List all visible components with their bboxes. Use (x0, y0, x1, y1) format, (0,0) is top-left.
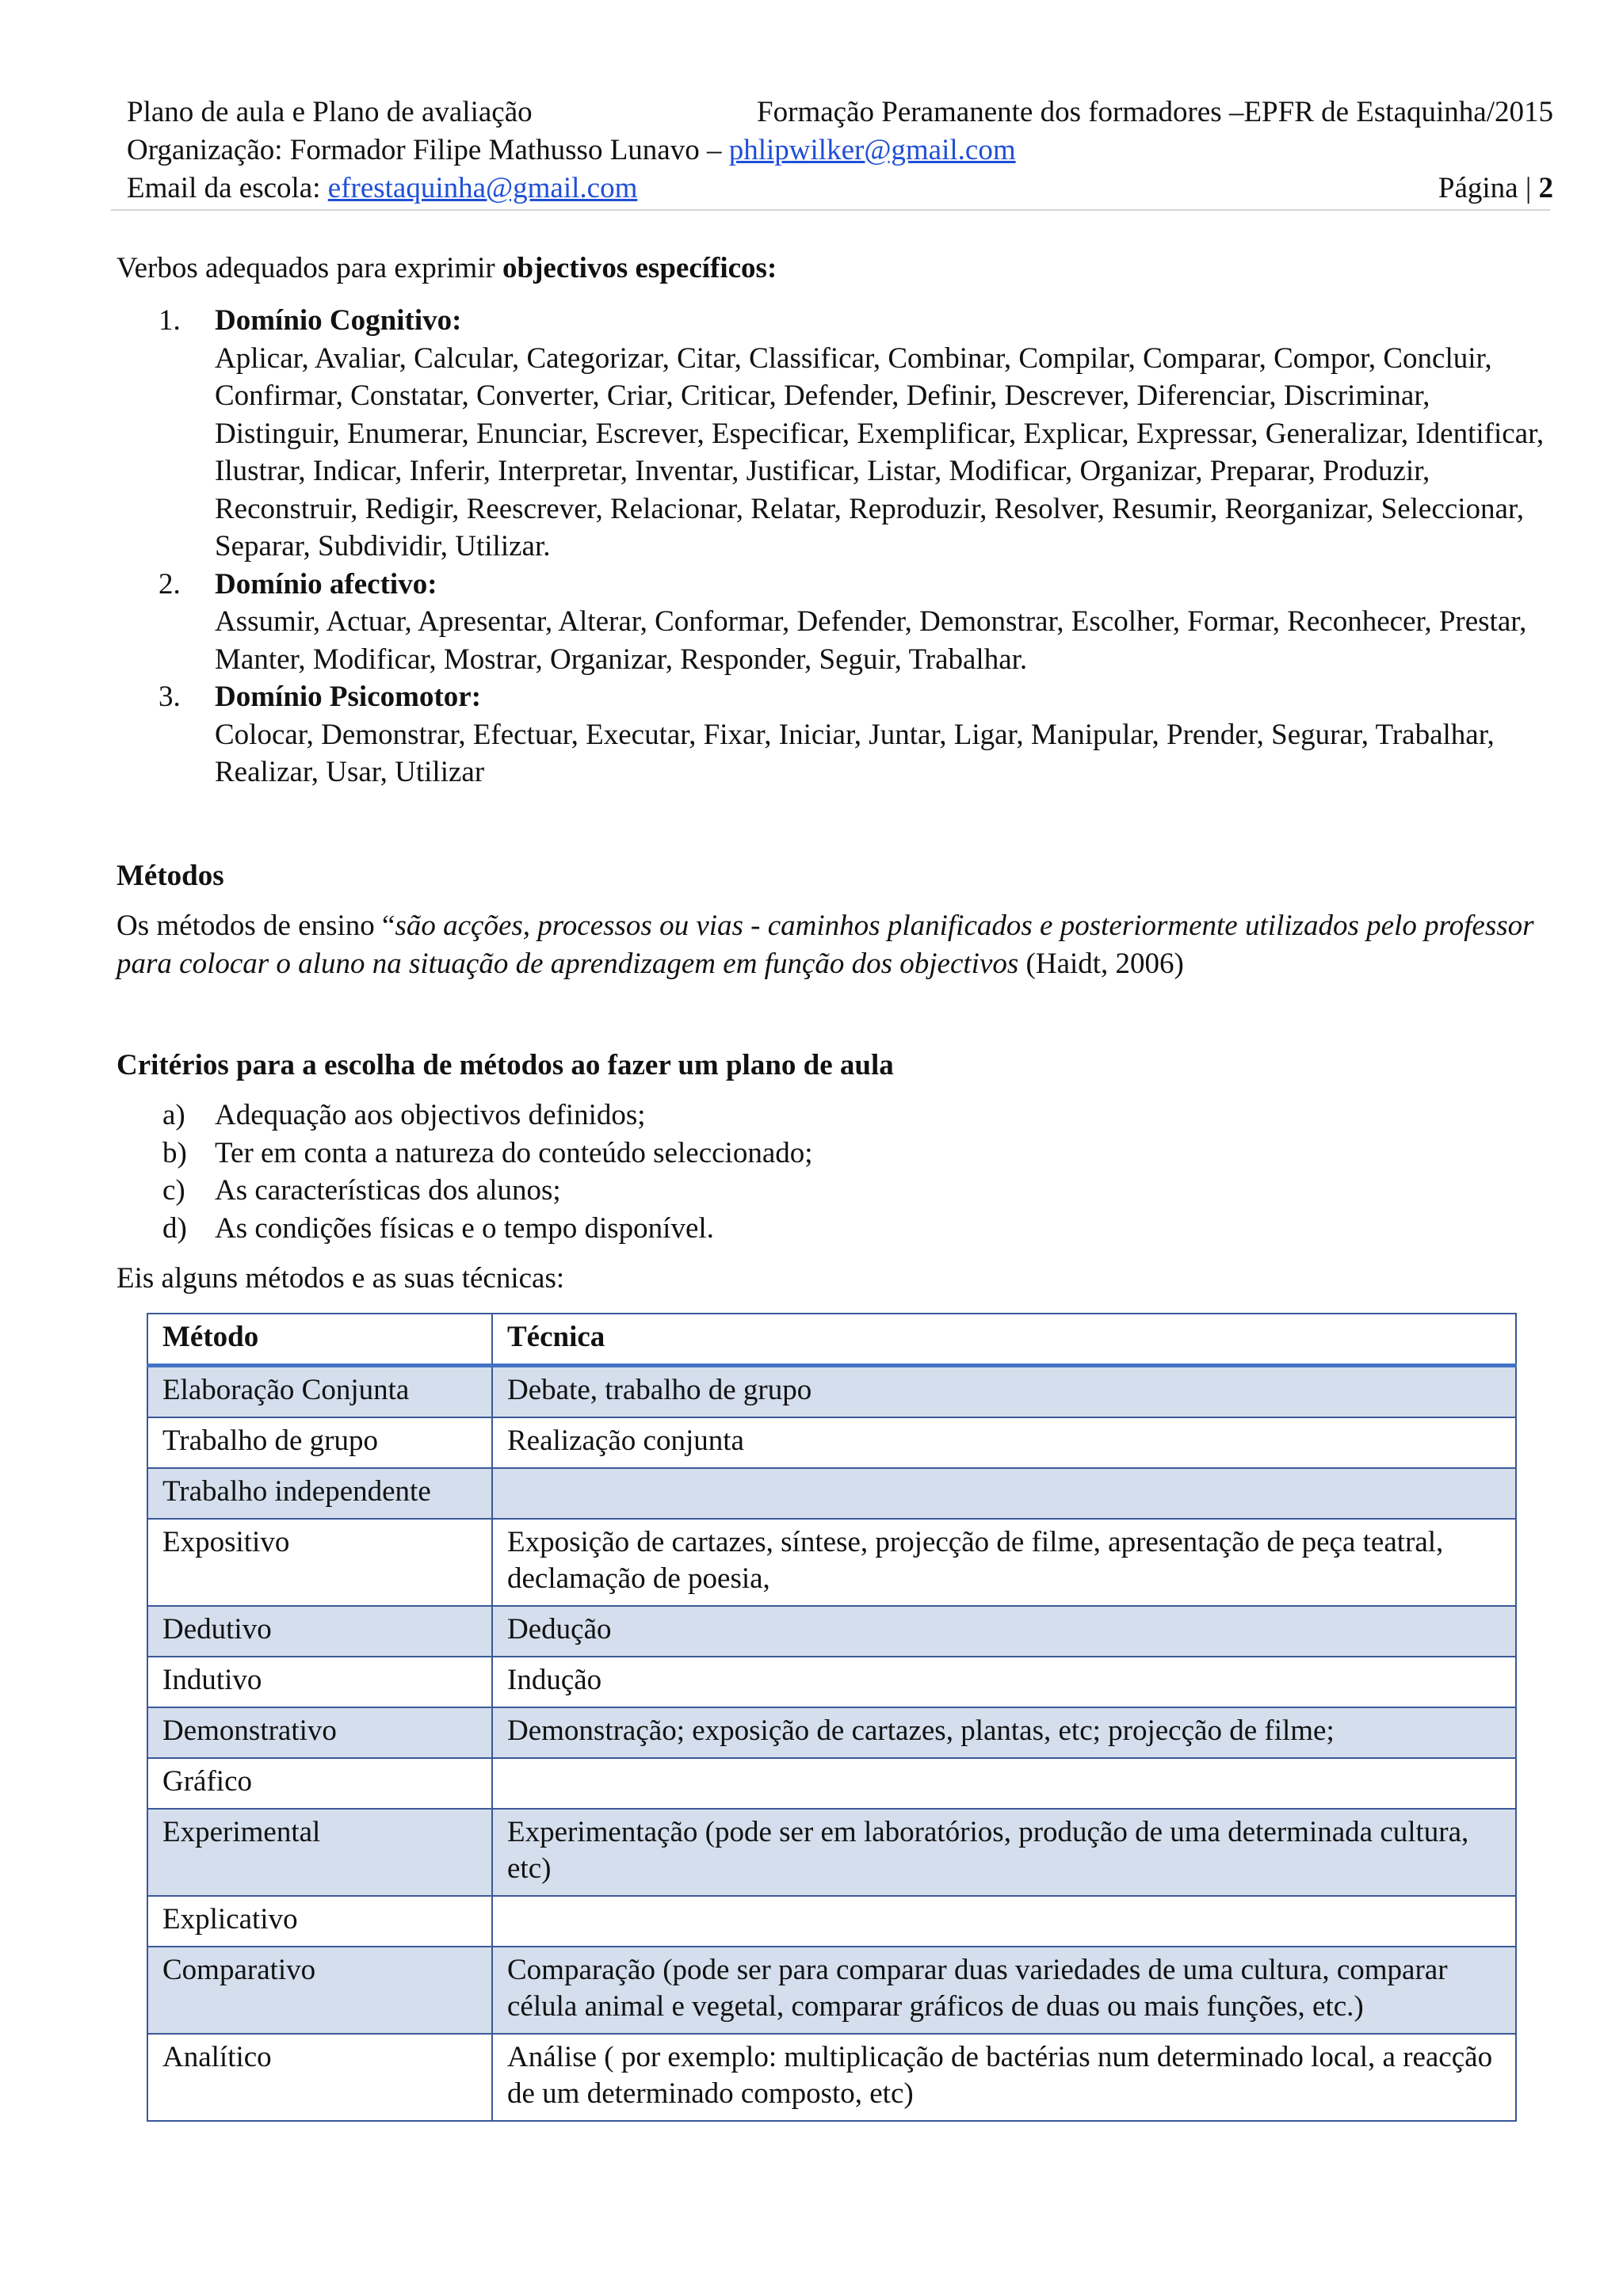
table-row (147, 2034, 1516, 2121)
metodo-cell: Elaboração Conjunta (147, 1366, 492, 1418)
metodo-cell: Gráfico (147, 1758, 492, 1809)
table-row (147, 1519, 1516, 1606)
domain-list (158, 302, 1553, 791)
tecnica-cell: Dedução (492, 1606, 1516, 1657)
page-header (127, 93, 1553, 208)
tecnica-cell: Exposição de cartazes, síntese, projecção de filme, apresentação de peça teatral, declamação de poesia, (492, 1519, 1516, 1606)
methods-table (147, 1313, 1517, 2122)
metodo-cell: Analítico (147, 2034, 492, 2121)
list-item (162, 1097, 813, 1135)
tecnica-cell (492, 1758, 1516, 1809)
domain-item-psicomotor (158, 678, 1553, 791)
header-line-3 (127, 170, 1553, 208)
metodo-cell: Trabalho de grupo (147, 1417, 492, 1468)
domain-title: Domínio Psicomotor: (215, 681, 482, 713)
verbs-intro-text: Verbos adequados para exprimir (116, 252, 502, 284)
table-header-row (147, 1314, 1516, 1366)
domain-verbs: Colocar, Demonstrar, Efectuar, Executar, Fixar, Iniciar, Juntar, Ligar, Manipular, Prender, Segurar, Trabalhar, Realizar, Usar, Utilizar (215, 718, 1495, 788)
metodo-cell: Indutivo (147, 1657, 492, 1707)
list-letter: b) (162, 1136, 187, 1169)
metodo-cell: Dedutivo (147, 1606, 492, 1657)
header-line-2 (127, 132, 1553, 170)
metodos-text-start: Os métodos de ensino “ (116, 910, 395, 942)
metodo-cell: Comparativo (147, 1947, 492, 2034)
column-header-tecnica: Técnica (492, 1314, 1516, 1366)
list-item (162, 1210, 813, 1248)
tecnica-cell: Indução (492, 1657, 1516, 1707)
list-letter: d) (162, 1211, 187, 1245)
metodo-cell: Expositivo (147, 1519, 492, 1606)
table-row (147, 1657, 1516, 1707)
table-intro (116, 1260, 1551, 1298)
header-divider (111, 209, 1550, 211)
metodo-cell: Demonstrativo (147, 1707, 492, 1758)
verbs-intro (116, 250, 1551, 288)
domain-title: Domínio Cognitivo: (215, 304, 462, 337)
page-label: Página | (1438, 172, 1539, 204)
table-row (147, 1417, 1516, 1468)
list-number: 3. (158, 681, 181, 713)
metodo-cell: Experimental (147, 1809, 492, 1896)
table-row (147, 1809, 1516, 1896)
metodos-heading (116, 857, 1551, 895)
metodo-cell: Explicativo (147, 1896, 492, 1947)
table-row (147, 1366, 1516, 1418)
list-letter: a) (162, 1099, 185, 1131)
domain-item-cognitivo (158, 302, 1553, 566)
section-heading: Critérios para a escolha de métodos ao fazer um plano de aula (116, 1049, 894, 1081)
organizer-label: Organização: Formador Filipe Mathusso Lunavo – (127, 134, 729, 166)
document-title: Plano de aula e Plano de avaliação (127, 96, 533, 128)
list-item-text: Adequação aos objectivos definidos; (215, 1099, 646, 1131)
tecnica-cell: Análise ( por exemplo: multiplicação de bactérias num determinado local, a reacção de um determinado composto, etc) (492, 2034, 1516, 2121)
school-email-label: Email da escola: (127, 172, 328, 204)
criterios-list (162, 1097, 813, 1247)
list-item (162, 1135, 813, 1173)
page-number: 2 (1538, 172, 1553, 204)
table-row (147, 1468, 1516, 1519)
domain-verbs: Aplicar, Avaliar, Calcular, Categorizar, Citar, Classificar, Combinar, Compilar, Comparar, Compor, Concluir, Confirmar, Constatar, Converter, Criar, Criticar, Defender, Definir, Descrever, Diferenciar, Discriminar, Distinguir, Enumerar, Enunciar, Escrever, Especificar, Exemplificar, Explicar, Expressar, Generalizar, Identificar, Ilustrar, Indicar, Inferir, Interpretar, Inventar, Justificar, Listar, Modificar, Organizar, Preparar, Produzir, Reconstruir, Redigir, Reescrever, Relacionar, Relatar, Reproduzir, Resolver, Resumir, Reorganizar, Seleccionar, Separar, Subdividir, Utilizar. (215, 341, 1545, 563)
list-item-text: As características dos alunos; (215, 1174, 561, 1207)
table-row (147, 1947, 1516, 2034)
page-indicator (1438, 170, 1553, 208)
list-item-text: As condições físicas e o tempo disponível. (215, 1211, 714, 1245)
list-letter: c) (162, 1174, 185, 1207)
section-heading: Métodos (116, 860, 224, 892)
tecnica-cell: Debate, trabalho de grupo (492, 1366, 1516, 1418)
metodos-quote: são acções, processos ou vias - caminhos planificados e posteriormente utilizados pelo professor para colocar o aluno na situação de aprendizagem em função dos objectivos (116, 910, 1534, 980)
metodos-paragraph (116, 907, 1551, 982)
criterios-heading (116, 1047, 1551, 1085)
column-header-metodo: Método (147, 1314, 492, 1366)
header-line-1 (127, 93, 1553, 132)
domain-item-afectivo (158, 566, 1553, 679)
list-item (162, 1172, 813, 1210)
tecnica-cell: Realização conjunta (492, 1417, 1516, 1468)
tecnica-cell (492, 1896, 1516, 1947)
table-row (147, 1606, 1516, 1657)
table-intro-text: Eis alguns métodos e as suas técnicas: (116, 1262, 565, 1295)
course-title: Formação Peramanente dos formadores –EPFR de Estaquinha/2015 (757, 96, 1553, 128)
school-email-link[interactable]: efrestaquinha@gmail.com (327, 172, 638, 204)
domain-title: Domínio afectivo: (215, 567, 437, 601)
tecnica-cell: Experimentação (pode ser em laboratórios, produção de uma determinada cultura, etc) (492, 1809, 1516, 1896)
list-number: 1. (158, 304, 181, 337)
tecnica-cell: Comparação (pode ser para comparar duas variedades de uma cultura, comparar célula animal e vegetal, comparar gráficos de duas ou mais funções, etc.) (492, 1947, 1516, 2034)
verbs-intro-bold: objectivos específicos: (502, 252, 777, 284)
list-item-text: Ter em conta a natureza do conteúdo seleccionado; (215, 1136, 813, 1169)
table-row (147, 1707, 1516, 1758)
list-number: 2. (158, 567, 181, 601)
tecnica-cell (492, 1468, 1516, 1519)
metodos-citation: (Haidt, 2006) (1018, 947, 1184, 980)
table-row (147, 1758, 1516, 1809)
organizer-email-link[interactable]: phlipwilker@gmail.com (728, 134, 1016, 166)
metodo-cell: Trabalho independente (147, 1468, 492, 1519)
tecnica-cell: Demonstração; exposição de cartazes, plantas, etc; projecção de filme; (492, 1707, 1516, 1758)
table-row (147, 1896, 1516, 1947)
domain-verbs: Assumir, Actuar, Apresentar, Alterar, Conformar, Defender, Demonstrar, Escolher, Formar, Reconhecer, Prestar, Manter, Modificar, Mostrar, Organizar, Responder, Seguir, Trabalhar. (215, 605, 1527, 676)
